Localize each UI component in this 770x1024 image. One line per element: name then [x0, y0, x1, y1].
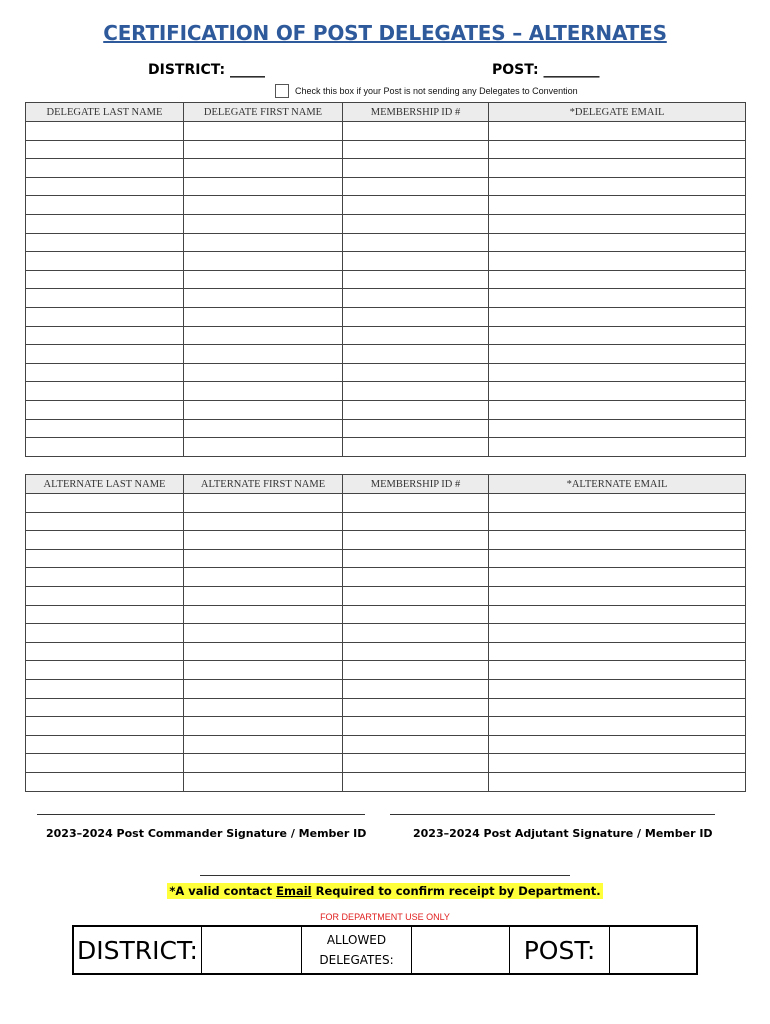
email-note: *A valid contact Email Required to confirm receipt by Department. — [169, 884, 601, 898]
table-cell[interactable] — [184, 196, 343, 215]
table-cell[interactable] — [26, 494, 184, 513]
table-cell[interactable] — [184, 345, 343, 364]
table-cell[interactable] — [343, 605, 489, 624]
dept-post-label: POST: — [510, 927, 610, 973]
table-cell[interactable] — [489, 494, 746, 513]
table-cell[interactable] — [26, 214, 184, 233]
table-cell[interactable] — [489, 549, 746, 568]
table-cell[interactable] — [489, 605, 746, 624]
table-cell[interactable] — [489, 289, 746, 308]
table-cell[interactable] — [343, 642, 489, 661]
column-header: MEMBERSHIP ID # — [343, 103, 489, 122]
table-row — [26, 679, 746, 698]
table-row — [26, 438, 746, 457]
table-cell[interactable] — [489, 661, 746, 680]
table-cell[interactable] — [184, 642, 343, 661]
table-cell[interactable] — [343, 140, 489, 159]
table-cell[interactable] — [26, 772, 184, 791]
table-cell[interactable] — [26, 233, 184, 252]
table-cell[interactable] — [489, 735, 746, 754]
table-cell[interactable] — [184, 252, 343, 271]
table-cell[interactable] — [184, 270, 343, 289]
table-cell[interactable] — [26, 754, 184, 773]
no-delegates-checkbox-label: Check this box if your Post is not sending any Delegates to Convention — [295, 86, 578, 96]
table-row — [26, 140, 746, 159]
table-cell[interactable] — [343, 400, 489, 419]
table-cell[interactable] — [489, 196, 746, 215]
table-cell[interactable] — [26, 270, 184, 289]
table-cell[interactable] — [184, 122, 343, 141]
table-cell[interactable] — [343, 419, 489, 438]
table-cell[interactable] — [343, 717, 489, 736]
table-cell[interactable] — [26, 698, 184, 717]
table-cell[interactable] — [343, 661, 489, 680]
table-row — [26, 624, 746, 643]
table-cell[interactable] — [184, 568, 343, 587]
table-row — [26, 363, 746, 382]
table-cell[interactable] — [343, 382, 489, 401]
table-row — [26, 159, 746, 178]
table-cell[interactable] — [26, 679, 184, 698]
table-cell[interactable] — [489, 679, 746, 698]
table-cell[interactable] — [343, 196, 489, 215]
table-cell[interactable] — [184, 233, 343, 252]
table-cell[interactable] — [26, 289, 184, 308]
table-cell[interactable] — [489, 698, 746, 717]
table-cell[interactable] — [489, 214, 746, 233]
table-cell[interactable] — [184, 754, 343, 773]
no-delegates-checkbox-row — [275, 84, 578, 98]
table-cell[interactable] — [489, 382, 746, 401]
dept-district-label: DISTRICT: — [74, 927, 202, 973]
column-header: MEMBERSHIP ID # — [343, 475, 489, 494]
table-cell[interactable] — [343, 549, 489, 568]
table-cell[interactable] — [489, 586, 746, 605]
table-cell[interactable] — [343, 494, 489, 513]
table-cell[interactable] — [489, 754, 746, 773]
table-cell[interactable] — [489, 568, 746, 587]
table-cell[interactable] — [489, 531, 746, 550]
district-field[interactable]: DISTRICT: _____ — [148, 62, 265, 78]
table-cell[interactable] — [184, 735, 343, 754]
table-cell[interactable] — [26, 735, 184, 754]
table-cell[interactable] — [343, 531, 489, 550]
table-cell[interactable] — [184, 177, 343, 196]
table-cell[interactable] — [489, 177, 746, 196]
table-cell[interactable] — [343, 679, 489, 698]
column-header: ALTERNATE FIRST NAME — [184, 475, 343, 494]
table-row — [26, 419, 746, 438]
table-cell[interactable] — [489, 159, 746, 178]
table-cell[interactable] — [26, 363, 184, 382]
dept-district-value[interactable] — [202, 927, 302, 973]
table-cell[interactable] — [184, 605, 343, 624]
table-row — [26, 605, 746, 624]
column-header: *ALTERNATE EMAIL — [489, 475, 746, 494]
table-cell[interactable] — [489, 772, 746, 791]
table-cell[interactable] — [489, 512, 746, 531]
table-row — [26, 717, 746, 736]
table-cell[interactable] — [184, 307, 343, 326]
table-cell[interactable] — [184, 326, 343, 345]
column-header: ALTERNATE LAST NAME — [26, 475, 184, 494]
table-cell[interactable] — [489, 270, 746, 289]
table-cell[interactable] — [343, 512, 489, 531]
table-row — [26, 512, 746, 531]
table-cell[interactable] — [343, 568, 489, 587]
table-cell[interactable] — [343, 326, 489, 345]
table-cell[interactable] — [184, 512, 343, 531]
dept-post-value[interactable] — [610, 927, 696, 973]
table-cell[interactable] — [26, 661, 184, 680]
table-cell[interactable] — [26, 438, 184, 457]
table-cell[interactable] — [489, 419, 746, 438]
table-cell[interactable] — [343, 772, 489, 791]
commander-signature-line[interactable] — [37, 806, 365, 815]
table-row — [26, 661, 746, 680]
table-cell[interactable] — [489, 326, 746, 345]
table-cell[interactable] — [489, 400, 746, 419]
table-row — [26, 586, 746, 605]
table-row — [26, 494, 746, 513]
table-cell[interactable] — [489, 345, 746, 364]
table-row — [26, 754, 746, 773]
table-cell[interactable] — [26, 177, 184, 196]
department-use-heading: FOR DEPARTMENT USE ONLY — [320, 912, 450, 922]
table-cell[interactable] — [26, 549, 184, 568]
table-row — [26, 177, 746, 196]
table-cell[interactable] — [489, 438, 746, 457]
table-row — [26, 307, 746, 326]
table-cell[interactable] — [26, 512, 184, 531]
email-emphasis: Email — [276, 884, 312, 898]
table-cell[interactable] — [184, 382, 343, 401]
column-header: *DELEGATE EMAIL — [489, 103, 746, 122]
table-cell[interactable] — [26, 568, 184, 587]
table-cell[interactable] — [26, 624, 184, 643]
table-cell[interactable] — [26, 382, 184, 401]
delegates-header-row — [26, 103, 746, 122]
column-header: DELEGATE FIRST NAME — [184, 103, 343, 122]
table-cell[interactable] — [26, 400, 184, 419]
table-row — [26, 400, 746, 419]
table-cell[interactable] — [343, 307, 489, 326]
table-row — [26, 289, 746, 308]
table-row — [26, 549, 746, 568]
table-row — [26, 735, 746, 754]
table-cell[interactable] — [184, 419, 343, 438]
table-cell[interactable] — [343, 177, 489, 196]
table-row — [26, 122, 746, 141]
table-cell[interactable] — [489, 363, 746, 382]
table-cell[interactable] — [343, 586, 489, 605]
table-cell[interactable] — [184, 214, 343, 233]
table-row — [26, 382, 746, 401]
table-cell[interactable] — [184, 624, 343, 643]
table-cell[interactable] — [343, 754, 489, 773]
department-use-box — [72, 925, 698, 975]
adjutant-signature-label: 2023–2024 Post Adjutant Signature / Member ID — [413, 827, 713, 840]
table-cell[interactable] — [489, 642, 746, 661]
table-cell[interactable] — [343, 252, 489, 271]
table-cell[interactable] — [184, 531, 343, 550]
table-cell[interactable] — [343, 345, 489, 364]
table-cell[interactable] — [184, 549, 343, 568]
table-row — [26, 698, 746, 717]
table-cell[interactable] — [489, 717, 746, 736]
table-cell[interactable] — [343, 122, 489, 141]
table-cell[interactable] — [184, 494, 343, 513]
table-row — [26, 196, 746, 215]
table-cell[interactable] — [184, 772, 343, 791]
post-field[interactable]: POST: ________ — [492, 62, 600, 78]
form-title: CERTIFICATION OF POST DELEGATES – ALTERNATES — [103, 21, 667, 45]
table-cell[interactable] — [343, 363, 489, 382]
table-cell[interactable] — [184, 661, 343, 680]
table-cell[interactable] — [489, 233, 746, 252]
dept-allowed-label: ALLOWED DELEGATES: — [302, 927, 412, 973]
table-cell[interactable] — [26, 531, 184, 550]
table-cell[interactable] — [489, 122, 746, 141]
table-row — [26, 233, 746, 252]
table-cell[interactable] — [26, 605, 184, 624]
alternates-header-row — [26, 475, 746, 494]
table-cell[interactable] — [26, 307, 184, 326]
table-cell[interactable] — [343, 624, 489, 643]
table-cell[interactable] — [343, 438, 489, 457]
table-cell[interactable] — [184, 717, 343, 736]
table-cell[interactable] — [489, 252, 746, 271]
table-row — [26, 642, 746, 661]
table-cell[interactable] — [184, 679, 343, 698]
table-cell[interactable] — [184, 140, 343, 159]
table-cell[interactable] — [343, 289, 489, 308]
table-cell[interactable] — [26, 717, 184, 736]
table-cell[interactable] — [343, 159, 489, 178]
table-cell[interactable] — [26, 642, 184, 661]
table-row — [26, 270, 746, 289]
email-line[interactable] — [200, 867, 570, 876]
table-cell[interactable] — [184, 289, 343, 308]
no-delegates-checkbox[interactable] — [275, 84, 289, 98]
table-cell[interactable] — [343, 698, 489, 717]
table-cell[interactable] — [343, 735, 489, 754]
table-cell[interactable] — [26, 122, 184, 141]
table-cell[interactable] — [26, 159, 184, 178]
commander-signature-label: 2023–2024 Post Commander Signature / Member ID — [46, 827, 367, 840]
table-cell[interactable] — [26, 326, 184, 345]
table-row — [26, 772, 746, 791]
table-cell[interactable] — [184, 363, 343, 382]
delegates-table — [25, 102, 746, 457]
table-cell[interactable] — [343, 214, 489, 233]
table-cell[interactable] — [26, 345, 184, 364]
alternates-table — [25, 474, 746, 792]
table-cell[interactable] — [26, 252, 184, 271]
dept-allowed-value[interactable] — [412, 927, 510, 973]
table-row — [26, 326, 746, 345]
table-cell[interactable] — [489, 307, 746, 326]
table-row — [26, 252, 746, 271]
table-cell[interactable] — [343, 233, 489, 252]
table-cell[interactable] — [489, 624, 746, 643]
table-cell[interactable] — [184, 586, 343, 605]
table-cell[interactable] — [489, 140, 746, 159]
table-cell[interactable] — [184, 438, 343, 457]
table-cell[interactable] — [26, 140, 184, 159]
column-header: DELEGATE LAST NAME — [26, 103, 184, 122]
table-cell[interactable] — [184, 400, 343, 419]
table-cell[interactable] — [343, 270, 489, 289]
table-cell[interactable] — [26, 419, 184, 438]
table-cell[interactable] — [184, 159, 343, 178]
table-row — [26, 345, 746, 364]
table-row — [26, 214, 746, 233]
table-row — [26, 568, 746, 587]
table-row — [26, 531, 746, 550]
adjutant-signature-line[interactable] — [390, 806, 715, 815]
table-cell[interactable] — [26, 586, 184, 605]
table-cell[interactable] — [26, 196, 184, 215]
table-cell[interactable] — [184, 698, 343, 717]
